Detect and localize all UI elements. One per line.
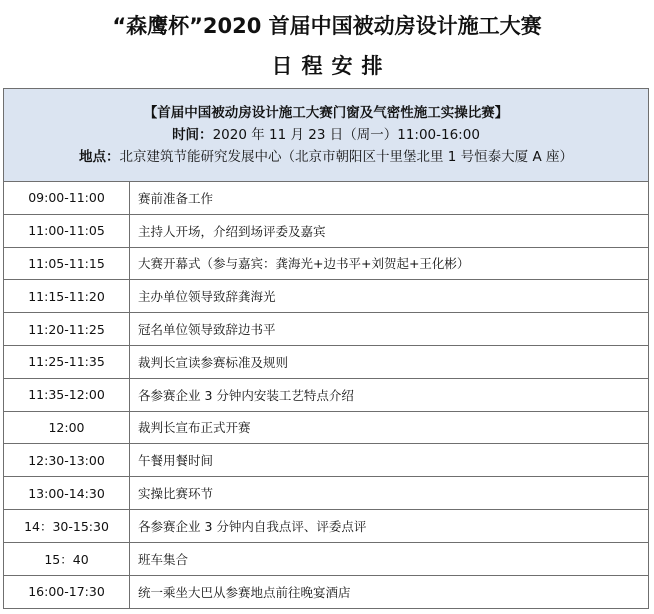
table-row [4, 313, 648, 346]
row-time: 11:00-11:05 [4, 215, 130, 247]
schedule-header [4, 89, 648, 182]
row-event: 主办单位领导致辞龚海光 [138, 289, 276, 305]
table-row [4, 379, 648, 412]
row-event: 午餐用餐时间 [138, 453, 214, 469]
row-time: 13:00-14:30 [4, 477, 130, 509]
page-title: “森鹰杯”2020 首届中国被动房设计施工大赛 [112, 14, 542, 38]
row-event: 各参赛企业 3 分钟内安装工艺特点介绍 [138, 387, 354, 403]
row-event: 统一乘坐大巴从参赛地点前往晚宴酒店 [138, 584, 351, 600]
row-event: 裁判长宣布正式开赛 [138, 420, 251, 436]
location-label: 地点： [79, 149, 120, 165]
row-event: 各参赛企业 3 分钟内自我点评、评委点评 [138, 518, 367, 534]
row-time: 09:00-11:00 [4, 182, 130, 214]
row-event: 冠名单位领导致辞边书平 [138, 322, 276, 338]
row-time: 15：40 [4, 543, 130, 575]
table-row [4, 477, 648, 510]
schedule-body [4, 182, 648, 608]
row-event: 实操比赛环节 [138, 486, 214, 502]
row-event: 班车集合 [138, 551, 189, 567]
row-event: 赛前准备工作 [138, 190, 214, 206]
row-time: 14：30-15:30 [4, 510, 130, 542]
schedule-table [3, 88, 649, 609]
row-event: 大赛开幕式（参与嘉宾：龚海光+边书平+刘贺起+王化彬） [138, 256, 470, 272]
row-event: 主持人开场，介绍到场评委及嘉宾 [138, 223, 326, 239]
table-row [4, 412, 648, 445]
row-time: 11:15-11:20 [4, 280, 130, 312]
page-subtitle: 日程安排 [271, 54, 392, 78]
row-time: 11:35-12:00 [4, 379, 130, 411]
event-location [4, 146, 648, 168]
table-row [4, 444, 648, 477]
table-row [4, 280, 648, 313]
row-time: 11:25-11:35 [4, 346, 130, 378]
row-event: 裁判长宣读参赛标准及规则 [138, 354, 289, 370]
time-value: 2020 年 11 月 23 日（周一）11:00-16:00 [212, 127, 480, 143]
table-row [4, 215, 648, 248]
table-row [4, 182, 648, 215]
row-time: 12:00 [4, 412, 130, 444]
event-name: 【首届中国被动房设计施工大赛门窗及气密性施工实操比赛】 [143, 105, 509, 121]
table-row [4, 576, 648, 609]
table-row [4, 510, 648, 543]
table-row [4, 346, 648, 379]
row-time: 11:20-11:25 [4, 313, 130, 345]
row-time: 16:00-17:30 [4, 576, 130, 609]
location-value: 北京建筑节能研究发展中心（北京市朝阳区十里堡北里 1 号恒泰大厦 A 座） [119, 149, 573, 165]
row-time: 12:30-13:00 [4, 444, 130, 476]
time-label: 时间： [172, 127, 213, 143]
table-row [4, 543, 648, 576]
table-row [4, 248, 648, 281]
row-time: 11:05-11:15 [4, 248, 130, 280]
event-time [4, 124, 648, 146]
